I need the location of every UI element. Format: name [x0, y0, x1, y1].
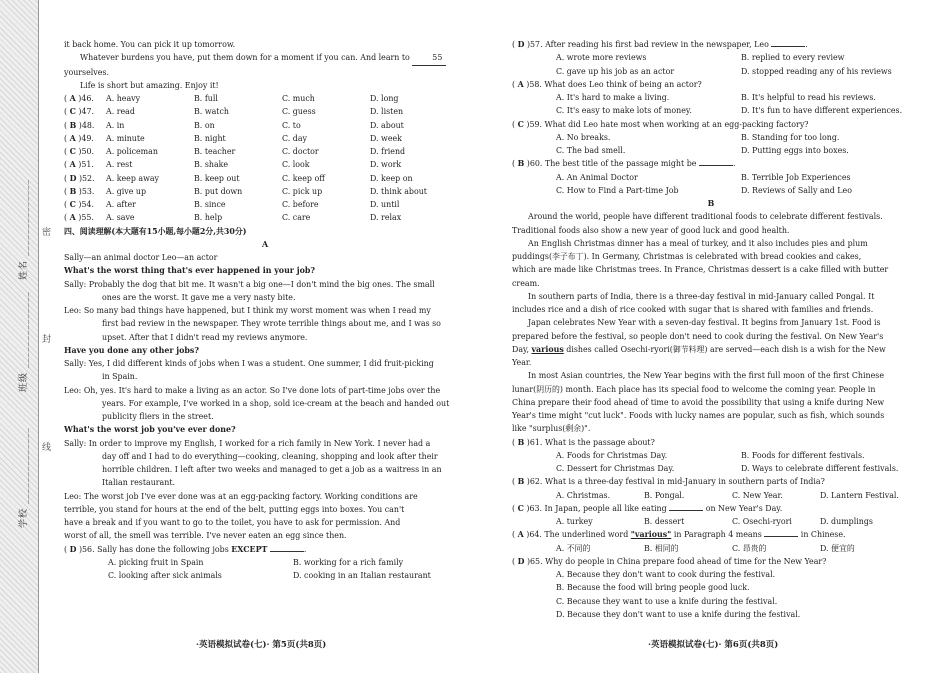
cloze-row — [64, 198, 466, 211]
cloze-row — [64, 145, 466, 158]
cloze-option: C. much — [282, 94, 315, 103]
cloze-row — [64, 172, 466, 185]
text-line: first bad review in the newspaper. They wrote terrible things about me, and I was so — [102, 319, 441, 329]
cloze-option: C. doctor — [282, 147, 319, 156]
text-line: yourselves. — [64, 67, 109, 77]
school-label: 学校 ______________ — [19, 427, 29, 528]
text-line: Sally: Yes, I did different kinds of jobs when I was a student. One summer, I did fruit-picking — [64, 359, 434, 368]
text-line: lunar(阴历的) month. Each place has its special food to welcome the coming year. People in — [512, 384, 876, 394]
cloze-option: C. care — [282, 213, 311, 223]
cloze-option: B. on — [194, 120, 215, 130]
passage-label: A — [261, 239, 269, 249]
question-62: ( B )62. What is a three-day festival in mid-January in southern parts of India? — [512, 477, 825, 487]
options-row: A. 不同的 B. 相同的 C. 昂贵的 D. 便宜的 — [556, 543, 855, 553]
section-title: 四、阅读理解(本大题有15小题,每小题2分,共30分) — [64, 226, 247, 236]
cloze-option: B. full — [194, 94, 218, 103]
cloze-option: B. put down — [194, 186, 243, 196]
text-line: ones are the worst. It gave me a very nasty bite. — [102, 292, 296, 302]
cloze-option: C. guess — [282, 107, 316, 117]
cloze-option: C. keep off — [282, 173, 325, 183]
text-line: Japan celebrates New Year with a seven-day festival. It begins from January 1st. Food is — [528, 318, 881, 328]
options-row: A. An Animal Doctor B. Terrible Job Experiences — [556, 172, 851, 182]
cloze-option: A. give up — [106, 186, 147, 196]
cloze-option: B. teacher — [194, 147, 236, 156]
cloze-row — [64, 105, 466, 118]
cloze-option: B. since — [194, 200, 226, 209]
options-row: A. wrote more reviews B. replied to every review — [556, 53, 845, 63]
seal-word-3: 线 — [42, 443, 52, 453]
options-row: A. turkey B. dessert C. Osechi-ryori D. dumplings — [556, 517, 873, 526]
question-56: ( D )56. Sally has done the following jobs EXCEPT . — [64, 544, 307, 554]
cloze-option: D. friend — [370, 147, 406, 156]
text-line: Whatever burdens you have, put them down for a moment if you can. And learn to 55 — [64, 51, 466, 65]
text-line: In most Asian countries, the New Year begins with the first full moon of the first Chinese — [528, 371, 884, 381]
text-line: puddings(李子布丁). In Germany, Christmas is celebrated with bread cookies and cakes, — [512, 252, 862, 261]
cloze-option: C. before — [282, 200, 319, 209]
option: D. Because they don't want to use a knife during the festival. — [556, 609, 801, 619]
cloze-row — [64, 92, 466, 105]
interview-question: What's the worst job you've ever done? — [64, 425, 236, 435]
cloze-option: C. to — [282, 120, 301, 130]
cloze-row — [64, 158, 466, 171]
cloze-option: A. in — [106, 120, 125, 130]
intro-line: Sally—an animal doctor Leo—an actor — [64, 253, 218, 262]
text-line: prepared before the festival, so people don't need to cook during the festival. On New Year's — [512, 331, 884, 341]
text-line: Sally: In order to improve my English, I worked for a rich family in New York. I never had a — [64, 438, 431, 448]
text-line: Traditional foods also show a new year of good luck and good health. — [512, 225, 790, 235]
text-line: Leo: The worst job I've ever done was at an egg-packing factory. Working conditions are — [64, 491, 418, 501]
question-64: ( A )64. The underlined word "various" in Paragraph 4 means in Chinese. — [512, 530, 846, 540]
text-line: In southern parts of India, there is a three-day festival in mid-January called Pongal. It — [528, 291, 875, 301]
option: C. Because they want to use a knife during the festival. — [556, 596, 778, 606]
options-row: C. The bad smell. D. Putting eggs into boxes. — [556, 146, 849, 155]
cloze-option: D. relax — [370, 213, 402, 223]
cloze-option: D. think about — [370, 186, 427, 196]
seal-word-1: 密 — [42, 228, 52, 238]
underlined-word: various — [531, 344, 564, 354]
seal-word-2: 封 — [42, 335, 52, 345]
text-line: which are made like Christmas trees. In France, Christmas dessert is a cake filled with butter — [512, 265, 889, 275]
question-58: ( A )58. What does Leo think of being an actor? — [512, 79, 702, 89]
answer-blank — [764, 536, 798, 537]
cloze-number: ( C )50. — [64, 147, 95, 156]
cloze-option: A. policeman — [106, 147, 158, 156]
text-line: it back home. You can pick it up tomorrow. — [64, 40, 236, 49]
text-line: upset. After that I didn't read my reviews anymore. — [102, 332, 308, 342]
options-row: A. Foods for Christmas Day. B. Foods for different festivals. — [556, 450, 865, 460]
cloze-answers — [64, 92, 466, 225]
cloze-option: A. after — [106, 200, 136, 209]
cloze-option: B. keep out — [194, 173, 240, 183]
cloze-option: A. read — [106, 107, 135, 117]
cloze-option: B. shake — [194, 160, 229, 170]
text-line: includes rice and a dish of rice cooked with sugar that is shared with families and friends. — [512, 305, 874, 314]
cloze-option: B. watch — [194, 107, 229, 117]
text-line: Year's time might "cut luck". Foods with lucky names are popular, such as fish, which sounds — [512, 411, 885, 420]
question-63: ( C )63. In Japan, people all like eating on New Year's Day. — [512, 503, 783, 513]
options-row: A. No breaks. B. Standing for too long. — [556, 132, 840, 142]
cloze-option: D. about — [370, 120, 404, 130]
cloze-row — [64, 132, 466, 145]
answer-blank — [771, 46, 805, 47]
question-60: ( B )60. The best title of the passage might be . — [512, 159, 736, 169]
interview-question: What's the worst thing that's ever happened in your job? — [64, 266, 315, 276]
cloze-option: A. save — [106, 213, 135, 223]
answer-blank — [699, 165, 733, 166]
text-line: China prepare their food ahead of time to avoid the possibility that using a knife during New — [512, 397, 885, 407]
text-line: Year. — [512, 358, 532, 367]
cloze-number: ( D )52. — [64, 173, 95, 183]
cloze-option: D. long — [370, 94, 399, 103]
text-line: like "surplus(剩余)". — [512, 424, 591, 434]
cloze-option: C. day — [282, 133, 307, 143]
passage-label: B — [707, 199, 715, 208]
cloze-option: A. rest — [106, 160, 133, 170]
options-row: C. gave up his job as an actor D. stopped reading any of his reviews — [556, 66, 892, 76]
cloze-row — [64, 185, 466, 198]
cloze-number: ( B )53. — [64, 186, 95, 196]
cloze-option: B. help — [194, 213, 223, 223]
cloze-row — [64, 119, 466, 132]
answer-blank: 55 — [412, 51, 446, 65]
cloze-number: ( A )46. — [64, 94, 94, 103]
text-line: An English Christmas dinner has a meal of turkey, and it also includes pies and plum — [528, 238, 868, 248]
cloze-option: D. until — [370, 200, 400, 209]
text-line: Around the world, people have different traditional foods to celebrate different festivals. — [528, 212, 883, 222]
cloze-row — [64, 211, 466, 224]
options-row: A. picking fruit in Spain B. working for a rich family — [108, 557, 404, 567]
cloze-number: ( A )49. — [64, 133, 94, 143]
text-line: horrible children. I left after two weeks and managed to get a job as a waitress in an — [102, 465, 442, 474]
answer-blank — [669, 510, 703, 511]
options-row: A. Christmas. B. Pongal. C. New Year. D. Lantern Festival. — [556, 490, 899, 500]
cloze-option: A. minute — [106, 133, 145, 143]
options-row: C. It's easy to make lots of money. D. It's fun to have different experiences. — [556, 106, 903, 116]
page-footer-right: ·英语模拟试卷(七)· 第6页(共8页) — [648, 640, 779, 650]
cloze-option: D. week — [370, 133, 402, 143]
question-59: ( C )59. What did Leo hate most when working at an egg-packing factory? — [512, 119, 809, 129]
option: A. Because they don't want to cook during the festival. — [556, 570, 776, 579]
cloze-option: D. listen — [370, 107, 404, 117]
text-line: publicity fliers in the street. — [102, 412, 214, 421]
text-line: Leo: Oh, yes. It's hard to make a living as an actor. So I've done lots of part-time jobs over the — [64, 385, 441, 395]
options-row: C. looking after sick animals D. cooking in an Italian restaurant — [108, 571, 431, 580]
cloze-number: ( A )51. — [64, 160, 94, 170]
question-61: ( B )61. What is the passage about? — [512, 437, 655, 447]
cloze-option: C. pick up — [282, 186, 323, 196]
option: B. Because the food will bring people good luck. — [556, 583, 750, 593]
text-line: Sally: Probably the dog that bit me. It wasn't a big one—I don't mind the big ones. The small — [64, 279, 435, 289]
options-row: A. It's hard to make a living. B. It's helpful to read his reviews. — [556, 93, 876, 102]
text-line: Leo: So many bad things have happened, but I think my worst moment was when I read my — [64, 306, 431, 315]
cloze-number: ( B )48. — [64, 120, 95, 130]
cloze-option: A. keep away — [106, 173, 160, 183]
cloze-option: A. heavy — [106, 94, 141, 103]
class-label: 班级 ______________ — [19, 291, 29, 392]
left-column — [64, 38, 466, 582]
cloze-number: ( C )47. — [64, 107, 95, 117]
interview-question: Have you done any other jobs? — [64, 345, 199, 355]
options-row: C. Dessert for Christmas Day. D. Ways to celebrate different festivals. — [556, 464, 899, 473]
question-57: ( D )57. After reading his first bad review in the newspaper, Leo . — [512, 40, 808, 49]
text-line: in Spain. — [102, 372, 138, 382]
options-row: C. How to Find a Part-time Job D. Reviews of Sally and Leo — [556, 185, 852, 195]
text-line: cream. — [512, 278, 540, 288]
text-line: Day, various dishes called Osechi-ryori(御节料理) are served—each dish is a wish for the New — [512, 344, 886, 354]
text-line: terrible, you stand for hours at the end of the belt, putting eggs into boxes. You can't — [64, 504, 405, 514]
text-line: day off and I had to do everything—cooking, cleaning, shopping and look after their — [102, 451, 438, 461]
text-line: Life is short but amazing. Enjoy it! — [80, 80, 219, 90]
text-line: have a break and if you want to go to the toilet, you have to ask for permission. And — [64, 518, 401, 527]
answer-blank — [270, 551, 304, 552]
cloze-option: C. look — [282, 160, 310, 170]
name-label: 姓名 ______________ — [19, 179, 29, 280]
question-65: ( D )65. Why do people in China prepare food ahead of time for the New Year? — [512, 556, 827, 566]
cloze-option: D. work — [370, 160, 402, 170]
page-footer-left: ·英语模拟试卷(七)· 第5页(共8页) — [196, 640, 327, 650]
text-line: worst of all, the smell was terrible. I've never eaten an egg since then. — [64, 531, 347, 541]
cloze-option: B. night — [194, 133, 226, 143]
cloze-number: ( A )55. — [64, 213, 94, 223]
text-line: years. For example, I've worked in a shop, sold ice-cream at the beach and handed out — [102, 398, 450, 408]
right-column — [512, 38, 910, 621]
text-line: Italian restaurant. — [102, 478, 176, 488]
cloze-number: ( C )54. — [64, 200, 95, 209]
cloze-option: D. keep on — [370, 173, 413, 183]
